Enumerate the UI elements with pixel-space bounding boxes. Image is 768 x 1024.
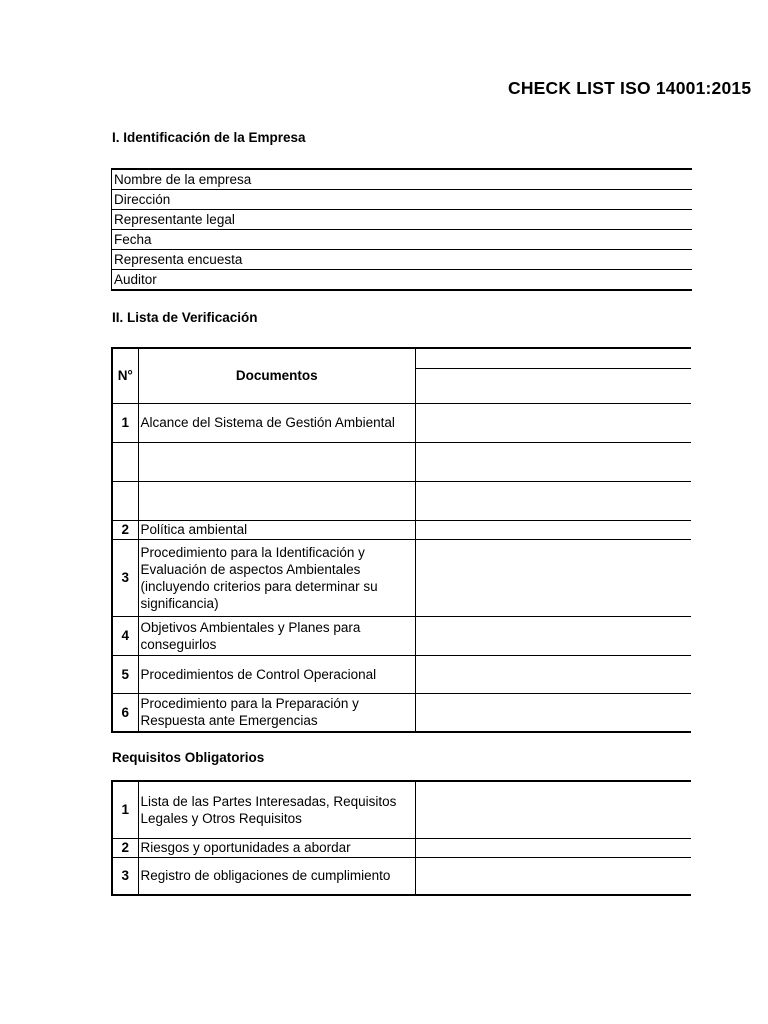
- table-row: [112, 190, 692, 210]
- section-heading-mandatory-requirements: Requisitos Obligatorios: [112, 750, 265, 765]
- section-heading-verification-list: II. Lista de Verificación: [112, 310, 258, 325]
- table-row: [112, 520, 691, 539]
- row-number: 1: [112, 403, 138, 442]
- row-check-cell: [416, 655, 692, 693]
- row-check-cell: [416, 403, 692, 442]
- row-check-cell: [416, 838, 692, 857]
- table-row: [112, 481, 691, 520]
- row-number: [112, 481, 138, 520]
- row-document: [138, 481, 415, 520]
- field-address: Dirección: [112, 190, 692, 210]
- table-row: [112, 169, 692, 190]
- table-row: [112, 616, 691, 655]
- row-number: [112, 442, 138, 481]
- row-number: 5: [112, 655, 138, 693]
- row-requirement: Registro de obligaciones de cumplimiento: [138, 857, 415, 895]
- row-number: 4: [112, 616, 138, 655]
- field-company-name: Nombre de la empresa: [112, 169, 692, 190]
- row-check-cell: [416, 693, 692, 732]
- row-document: Alcance del Sistema de Gestión Ambiental: [138, 403, 415, 442]
- row-document: Procedimientos de Control Operacional: [138, 655, 415, 693]
- table-row: [112, 210, 692, 230]
- section-heading-company-identification: I. Identificación de la Empresa: [112, 130, 306, 145]
- row-check-cell: [416, 481, 692, 520]
- field-auditor: Auditor: [112, 270, 692, 291]
- row-number: 3: [112, 539, 138, 616]
- row-check-cell: [416, 616, 692, 655]
- table-row: [112, 655, 691, 693]
- column-header-number: N°: [112, 348, 138, 403]
- row-document: Objetivos Ambientales y Planes para conseguirlos: [138, 616, 415, 655]
- table-row: [112, 270, 692, 291]
- row-document: Política ambiental: [138, 520, 415, 539]
- row-requirement: Riesgos y oportunidades a abordar: [138, 838, 415, 857]
- header-cell-blank: [416, 348, 692, 368]
- row-number: 1: [112, 781, 138, 838]
- documents-checklist-table: [111, 347, 691, 733]
- table-row: [112, 250, 692, 270]
- row-number: 2: [112, 838, 138, 857]
- company-identification-table: [111, 168, 692, 291]
- table-row: [112, 781, 691, 838]
- header-cell-blank: [416, 368, 692, 403]
- table-header-row-top: [112, 348, 691, 368]
- row-number: 6: [112, 693, 138, 732]
- row-requirement: Lista de las Partes Interesadas, Requisitos Legales y Otros Requisitos: [138, 781, 415, 838]
- field-survey-representative: Representa encuesta: [112, 250, 692, 270]
- requirements-checklist-table: [111, 780, 691, 896]
- row-document: Procedimiento para la Preparación y Respuesta ante Emergencias: [138, 693, 415, 732]
- row-number: 3: [112, 857, 138, 895]
- field-legal-representative: Representante legal: [112, 210, 692, 230]
- table-row: [112, 693, 691, 732]
- row-check-cell: [416, 520, 692, 539]
- table-row: [112, 838, 691, 857]
- row-check-cell: [416, 539, 692, 616]
- table-row: [112, 857, 691, 895]
- row-check-cell: [416, 857, 692, 895]
- column-header-documents: Documentos: [138, 348, 415, 403]
- table-row: [112, 539, 691, 616]
- row-check-cell: [416, 442, 692, 481]
- row-check-cell: [416, 781, 692, 838]
- field-date: Fecha: [112, 230, 692, 250]
- table-row: [112, 403, 691, 442]
- row-document: [138, 442, 415, 481]
- row-document: Procedimiento para la Identificación y Evaluación de aspectos Ambientales (incluyendo criterios para determinar su significancia): [138, 539, 415, 616]
- table-row: [112, 442, 691, 481]
- table-row: [112, 230, 692, 250]
- row-number: 2: [112, 520, 138, 539]
- document-title: CHECK LIST ISO 14001:2015: [508, 78, 752, 98]
